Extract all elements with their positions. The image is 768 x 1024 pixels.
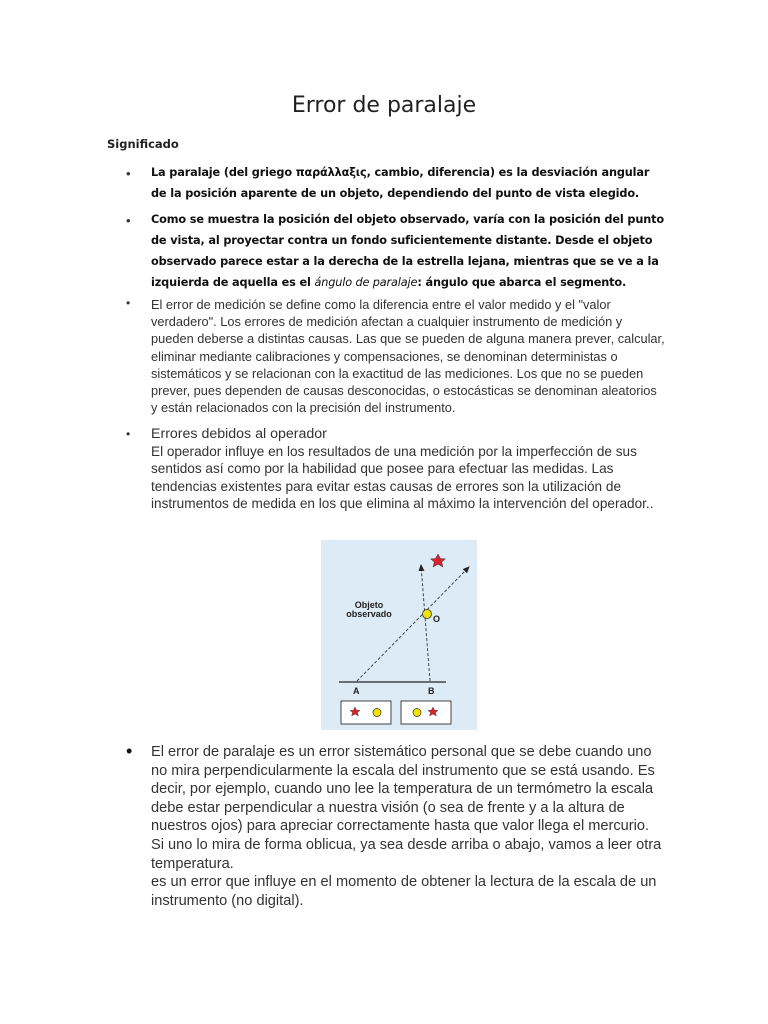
bullet-icon: • — [126, 427, 131, 441]
view-box-a — [341, 701, 391, 724]
section-subtitle: Significado — [107, 137, 179, 151]
view-a-object-icon — [373, 709, 381, 717]
object-label-line2: observado — [346, 609, 392, 619]
item-body: El operador influye en los resultados de una medición por la imperfección de sus sentidos así como por la habilidad que posee para efectuar las medidas. Las tendencias existentes para evitar estas causas de errores son la utilización de instrumentos de medida en los que elimina al máximo la intervención del operador.. — [151, 444, 654, 511]
bullet-icon: • — [126, 296, 131, 310]
item-text — [151, 426, 666, 512]
item-text-tail: : ángulo que abarca el segmento. — [417, 276, 627, 289]
object-label-line1: Objeto — [354, 600, 384, 610]
bullet-icon: • — [126, 741, 133, 761]
item-body-continuation: es un error que influye en el momento de obtener la lectura de la escala de un instrumento (no digital). — [151, 874, 657, 909]
bullet-icon: • — [126, 213, 131, 228]
view-box-b — [401, 701, 451, 724]
point-b-label: B — [428, 686, 435, 696]
item-text — [151, 743, 666, 910]
view-b-object-icon — [413, 709, 421, 717]
observed-object-icon — [423, 610, 432, 619]
document-title: Error de paralaje — [291, 93, 477, 118]
parallax-diagram-svg — [321, 540, 477, 730]
bullet-icon: • — [126, 166, 131, 181]
item-text-main: Como se muestra la posición del objeto observado, varía con la posición del punto de vista, al proyectar contra un fondo suficientemente distante. Desde el objeto observado parece estar a la derecha de la estrella lejana, mientras que se ve a la izquierda de aquella es el — [151, 213, 664, 289]
item-text — [151, 209, 666, 293]
point-o-label: O — [433, 614, 441, 624]
item-text: El error de medición se define como la diferencia entre el valor medido y el "valor verdadero". Los errores de medición afectan a cualquier instrumento de medición y pueden deberse a distintas causas. Las que se pueden de alguna manera prever, calcular, eliminar mediante calibraciones y compensaciones, se denominan deterministas o sistemáticos y se relacionan con la exactitud de las mediciones. Los que no se pueden prever, pues dependen de causas desconocidas, o estocásticas se denominan aleatorios y están relacionados con la precisión del instrumento. — [151, 297, 665, 416]
parallax-diagram — [321, 540, 477, 730]
item-text: La paralaje (del griego παράλλαξις, cambio, diferencia) es la desviación angular de la posición aparente de un objeto, dependiendo del punto de vista elegido. — [151, 166, 650, 200]
point-a-label: A — [353, 686, 360, 696]
item-text-italic: ángulo de paralaje — [314, 276, 418, 289]
item-body: El error de paralaje es un error sistemático personal que se debe cuando uno no mira perpendicularmente la escala del instrumento que se está usando. Es decir, por ejemplo, cuando uno lee la temperatura de un termómetro la escala debe estar perpendicular a nuestra visión (o sea de frente y a la altura de nuestros ojos) para apreciar correctamente hasta que valor llega el mercurio. Si uno lo mira de forma oblicua, ya sea desde arriba o abajo, vamos a leer otra temperatura. — [151, 744, 662, 872]
item-heading: Errores debidos al operador — [151, 426, 327, 442]
